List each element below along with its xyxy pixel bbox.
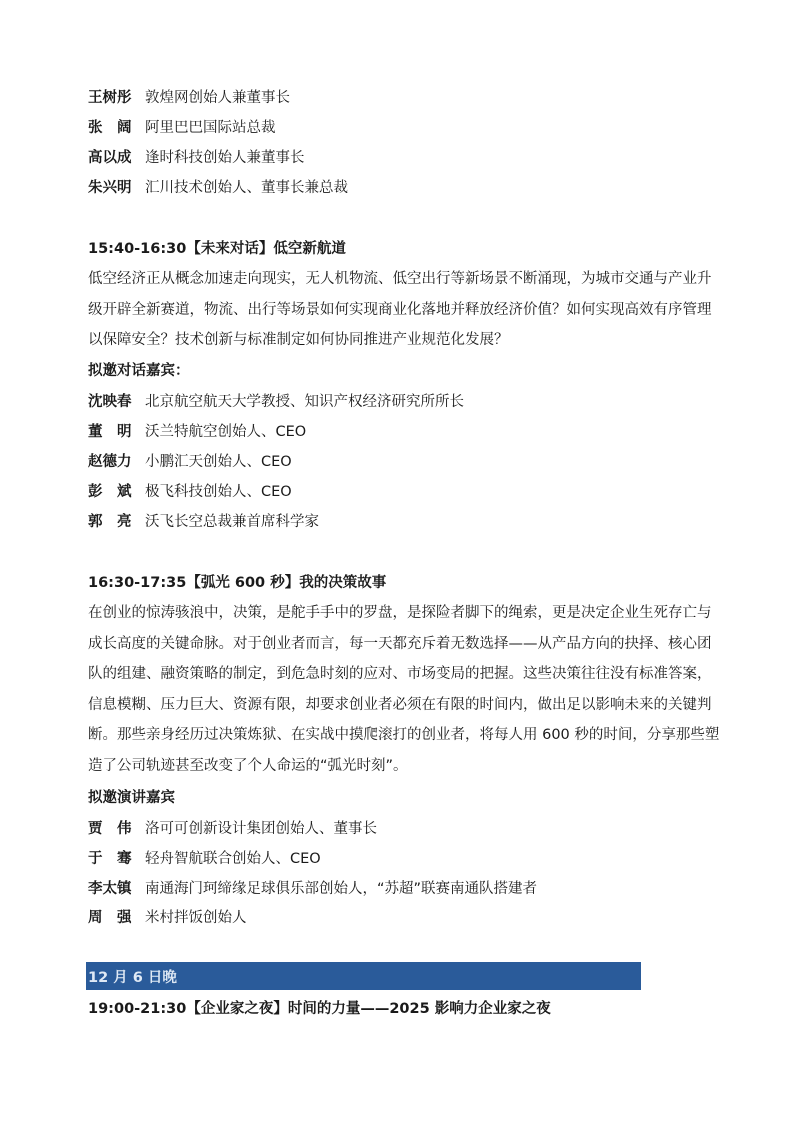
paragraph-line: 低空经济正从概念加速走向现实，无人机物流、低空出行等新场景不断涌现，为城市交通与产业升 <box>88 271 712 287</box>
guest-row <box>88 451 292 473</box>
guest-name: 于 骞 <box>88 850 132 867</box>
guest-title: 米村拌饭创始人 <box>145 910 247 927</box>
guest-name: 王树彤 <box>88 90 132 106</box>
guest-label: 拟邀对话嘉宾： <box>88 363 190 379</box>
guest-name: 郭 亮 <box>88 514 132 531</box>
guest-name: 高以成 <box>88 150 132 166</box>
paragraph-line: 在创业的惊涛骇浪中，决策，是舵手手中的罗盘，是探险者脚下的绳索，更是决定企业生死存亡与 <box>88 605 712 621</box>
guest-row <box>88 481 292 503</box>
date-section-bar: 12 月 6 日晚 <box>86 962 641 990</box>
session-heading-low-altitude: 15:40-16:30【未来对话】低空新航道 <box>88 241 346 257</box>
guest-name: 彭 斌 <box>88 484 132 501</box>
guest-title: 敦煌网创始人兼董事长 <box>145 90 290 106</box>
guest-row <box>88 907 247 929</box>
guest-title: 沃飞长空总裁兼首席科学家 <box>145 514 319 531</box>
guest-title: 阿里巴巴国际站总裁 <box>145 120 276 136</box>
guest-title: 南通海门珂缔缘足球俱乐部创始人，“苏超”联赛南通队搭建者 <box>145 880 538 897</box>
guest-row <box>88 177 348 199</box>
guest-title: 北京航空航天大学教授、知识产权经济研究所所长 <box>145 394 464 410</box>
guest-name: 沈映春 <box>88 394 132 410</box>
session-heading-entrepreneur-night: 19:00-21:30【企业家之夜】时间的力量——2025 影响力企业家之夜 <box>88 1001 551 1017</box>
guest-title: 极飞科技创始人、CEO <box>145 484 292 501</box>
guest-title: 沃兰特航空创始人、CEO <box>145 424 307 441</box>
guest-row <box>88 818 377 840</box>
guest-name: 贾 伟 <box>88 821 132 837</box>
guest-row <box>88 391 464 413</box>
guest-title: 小鹏汇天创始人、CEO <box>145 454 292 471</box>
paragraph-line: 断。那些亲身经历过决策炼狱、在实战中摸爬滚打的创业者，将每人用 600 秒的时间，分享那些塑 <box>88 727 720 744</box>
guest-name: 朱兴明 <box>88 180 132 196</box>
paragraph-line: 队的组建、融资策略的制定，到危急时刻的应对、市场变局的把握。这些决策往往没有标准答案， <box>88 666 712 683</box>
guest-title: 洛可可创新设计集团创始人、董事长 <box>145 821 377 837</box>
paragraph-line: 成长高度的关键命脉。对于创业者而言，每一天都充斥着无数选择——从产品方向的抉择、核心团 <box>88 635 712 652</box>
guest-title: 汇川技术创始人、董事长兼总裁 <box>145 180 348 196</box>
guest-row <box>88 848 321 870</box>
paragraph-line: 以保障安全？技术创新与标准制定如何协同推进产业规范化发展？ <box>88 332 509 349</box>
paragraph-line: 级开辟全新赛道，物流、出行等场景如何实现商业化落地并释放经济价值？如何实现高效有序管理 <box>88 301 712 318</box>
guest-label: 拟邀演讲嘉宾 <box>88 790 175 806</box>
session-heading-decision-story: 16:30-17:35【弧光 600 秒】我的决策故事 <box>88 575 387 591</box>
guest-name: 董 明 <box>88 424 132 441</box>
guest-row <box>88 511 319 533</box>
guest-row <box>88 117 276 139</box>
paragraph-line: 造了公司轨迹甚至改变了个人命运的“弧光时刻”。 <box>88 758 408 774</box>
guest-title: 轻舟智航联合创始人、CEO <box>145 850 321 867</box>
guest-name: 赵德力 <box>88 454 132 471</box>
guest-row <box>88 878 537 900</box>
guest-name: 周 强 <box>88 910 132 927</box>
guest-title: 逢时科技创始人兼董事长 <box>145 150 305 166</box>
guest-row <box>88 147 305 169</box>
guest-name: 张 阔 <box>88 120 132 136</box>
guest-name: 李太镇 <box>88 880 132 897</box>
guest-row <box>88 421 306 443</box>
guest-row <box>88 87 290 109</box>
paragraph-line: 信息模糊、压力巨大、资源有限，却要求创业者必须在有限的时间内，做出足以影响未来的关键判 <box>88 696 712 713</box>
